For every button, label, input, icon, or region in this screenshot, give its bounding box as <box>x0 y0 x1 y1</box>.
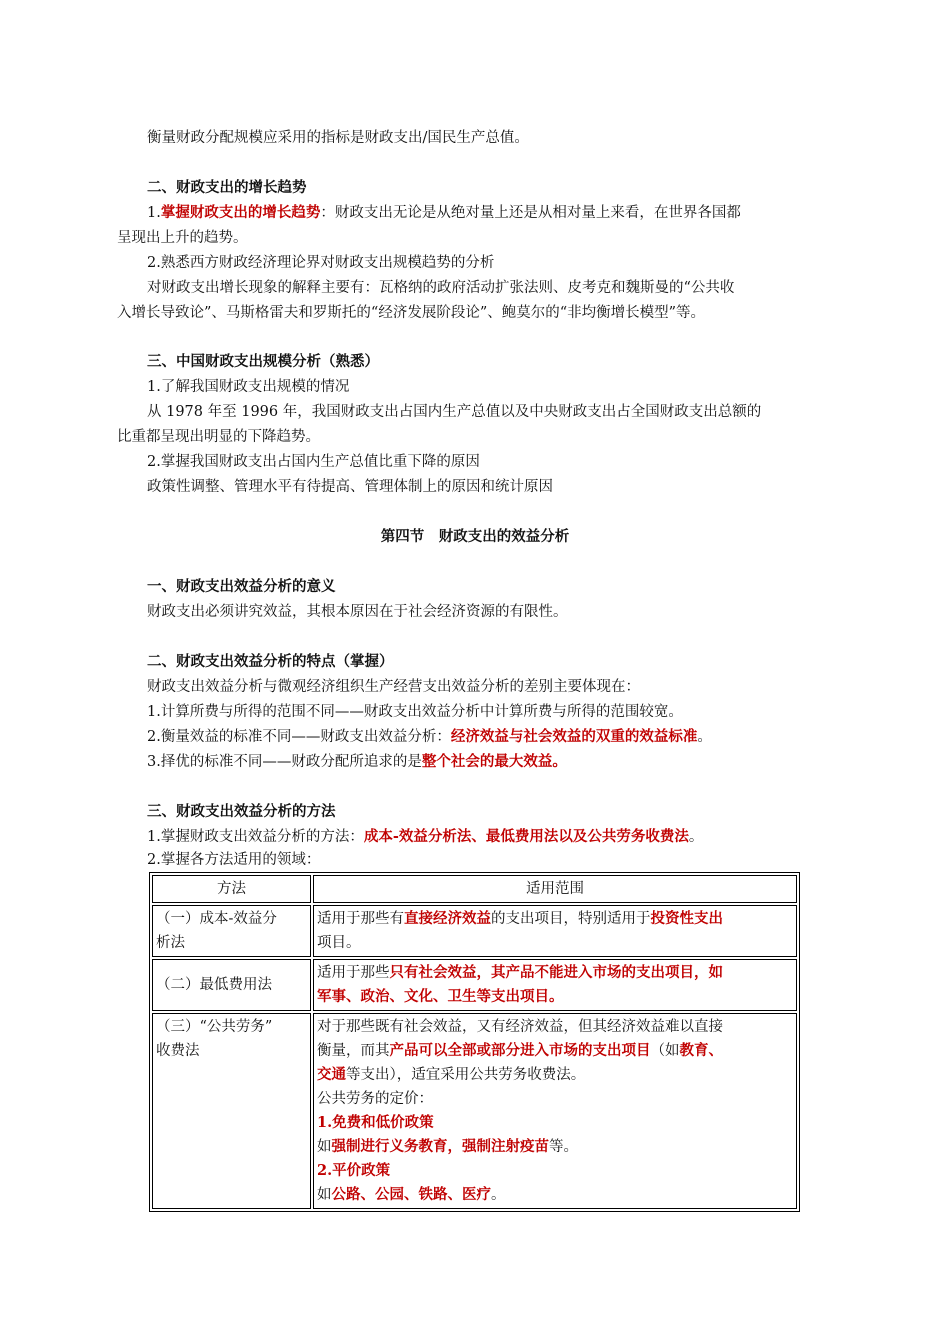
paragraph-features-intro: 财政支出效益分析与微观经济组织生产经营支出效益分析的差别主要体现在： <box>147 679 640 695</box>
paragraph-china-3: 2.掌握我国财政支出占国内生产总值比重下降的原因 <box>147 454 480 470</box>
table-cell-scope <box>313 905 797 957</box>
cell-text: 衡量，而其 <box>317 1043 390 1059</box>
cell-text: 等。 <box>549 1139 578 1155</box>
cell-line: （一）成本-效益分 <box>156 911 277 927</box>
paragraph-text: 3.择优的标准不同——财政分配所追求的是 <box>147 754 422 770</box>
emphasis-text: 教育、 <box>679 1042 723 1059</box>
table-row <box>152 905 797 957</box>
cell-text: （如 <box>650 1043 680 1059</box>
intro-paragraph: 衡量财政分配规模应采用的指标是财政支出/国民生产总值。 <box>147 130 529 146</box>
emphasis-text: 只有社会效益，其产品不能进入市场的支出项目，如 <box>389 964 723 981</box>
cell-line: 项目。 <box>317 935 361 951</box>
table-row <box>152 959 797 1011</box>
emphasis-text: 产品可以全部或部分进入市场的支出项目 <box>389 1042 651 1059</box>
cell-text: 。 <box>491 1187 506 1203</box>
paragraph-growth-1 <box>147 201 741 225</box>
paragraph-growth-2: 2.熟悉西方财政经济理论界对财政支出规模趋势的分析 <box>147 255 495 271</box>
cell-line: 析法 <box>156 935 185 951</box>
cell-line: 1.免费和低价政策 <box>317 1114 434 1131</box>
paragraph-methods-1 <box>147 825 703 849</box>
emphasis-text: 强制进行义务教育，强制注射疫苗 <box>331 1138 549 1155</box>
cell-line <box>317 961 793 985</box>
cell-line <box>317 1063 793 1087</box>
cell-line <box>317 1183 793 1207</box>
cell-text: 如 <box>317 1187 332 1203</box>
table-cell-scope <box>313 959 797 1011</box>
cell-text: 等支出），适宜采用公共劳务收费法。 <box>346 1067 586 1083</box>
paragraph-growth-3: 对财政支出增长现象的解释主要有：瓦格纳的政府活动扩张法则、皮考克和魏斯曼的“公共收 <box>147 280 735 296</box>
heading-methods: 三、财政支出效益分析的方法 <box>147 803 336 820</box>
methods-table <box>149 872 800 1212</box>
cell-line: （三）“公共劳务” <box>156 1019 273 1035</box>
paragraph-significance: 财政支出必须讲究效益，其根本原因在于社会经济资源的有限性。 <box>147 604 568 620</box>
cell-line: 对于那些既有社会效益，又有经济效益，但其经济效益难以直接 <box>317 1019 723 1035</box>
cell-line <box>317 1135 793 1159</box>
table-cell-method: （二）最低费用法 <box>152 959 311 1011</box>
emphasis-text: 经济效益与社会效益的双重的效益标准 <box>450 728 698 745</box>
table-header-cell: 适用范围 <box>313 875 797 903</box>
paragraph-features-2 <box>147 725 712 749</box>
paragraph-features-1: 1.计算所费与所得的范围不同——财政支出效益分析中计算所费与所得的范围较宽。 <box>147 704 683 720</box>
emphasis-text: 成本-效益分析法、最低费用法以及公共劳务收费法 <box>363 828 689 845</box>
paragraph-methods-2: 2.掌握各方法适用的领域： <box>147 852 321 868</box>
heading-significance: 一、财政支出效益分析的意义 <box>147 578 336 595</box>
paragraph-text: 2.衡量效益的标准不同——财政支出效益分析： <box>147 729 451 745</box>
table-cell-method <box>152 905 311 957</box>
cell-line: 2.平价政策 <box>317 1162 391 1179</box>
cell-line: 收费法 <box>156 1043 200 1059</box>
table-cell-method <box>152 1013 311 1209</box>
cell-line <box>317 907 793 931</box>
table-header-cell: 方法 <box>152 875 311 903</box>
paragraph-growth-1-cont: 呈现出上升的趋势。 <box>117 230 248 246</box>
table-cell-scope <box>313 1013 797 1209</box>
table-row <box>152 1013 797 1209</box>
cell-line <box>317 1039 793 1063</box>
paragraph-china-1: 1.了解我国财政支出规模的情况 <box>147 379 350 395</box>
paragraph-features-3 <box>147 750 567 774</box>
item-number: 1. <box>147 205 161 221</box>
emphasis-text: 公路、公园、铁路、医疗 <box>331 1186 491 1203</box>
cell-text: 如 <box>317 1139 332 1155</box>
paragraph-china-2: 从 1978 年至 1996 年，我国财政支出占国内生产总值以及中央财政支出占全国财政支出总额的 <box>147 404 762 420</box>
cell-text: 适用于那些 <box>317 965 390 981</box>
emphasis-text: 掌握财政支出的增长趋势 <box>160 204 321 221</box>
paragraph-china-2-cont: 比重都呈现出明显的下降趋势。 <box>117 429 320 445</box>
emphasis-text: 交通 <box>317 1066 346 1083</box>
heading-features: 二、财政支出效益分析的特点（掌握） <box>147 653 394 670</box>
heading-china-scale: 三、中国财政支出规模分析（熟悉） <box>147 353 379 370</box>
section-title: 第四节 财政支出的效益分析 <box>380 528 570 545</box>
cell-text: 的支出项目，特别适用于 <box>491 911 651 927</box>
emphasis-text: 整个社会的最大效益。 <box>421 753 567 770</box>
paragraph-text: 1.掌握财政支出效益分析的方法： <box>147 829 364 845</box>
paragraph-china-4: 政策性调整、管理水平有待提高、管理体制上的原因和统计原因 <box>147 479 553 495</box>
paragraph-text: ：财政支出无论是从绝对量上还是从相对量上来看，在世界各国都 <box>320 205 741 221</box>
cell-text: 适用于那些有 <box>317 911 404 927</box>
table-header-row <box>152 875 797 903</box>
cell-line: 公共劳务的定价： <box>317 1091 433 1107</box>
paragraph-text: 。 <box>688 829 704 845</box>
paragraph-text: 。 <box>697 729 712 745</box>
paragraph-growth-3-cont: 入增长导致论”、马斯格雷夫和罗斯托的“经济发展阶段论”、鲍莫尔的“非均衡增长模型”等。 <box>117 305 706 321</box>
cell-line: 军事、政治、文化、卫生等支出项目。 <box>317 988 564 1005</box>
emphasis-text: 投资性支出 <box>650 910 723 927</box>
emphasis-text: 直接经济效益 <box>404 910 491 927</box>
heading-growth-trend: 二、财政支出的增长趋势 <box>147 179 307 196</box>
